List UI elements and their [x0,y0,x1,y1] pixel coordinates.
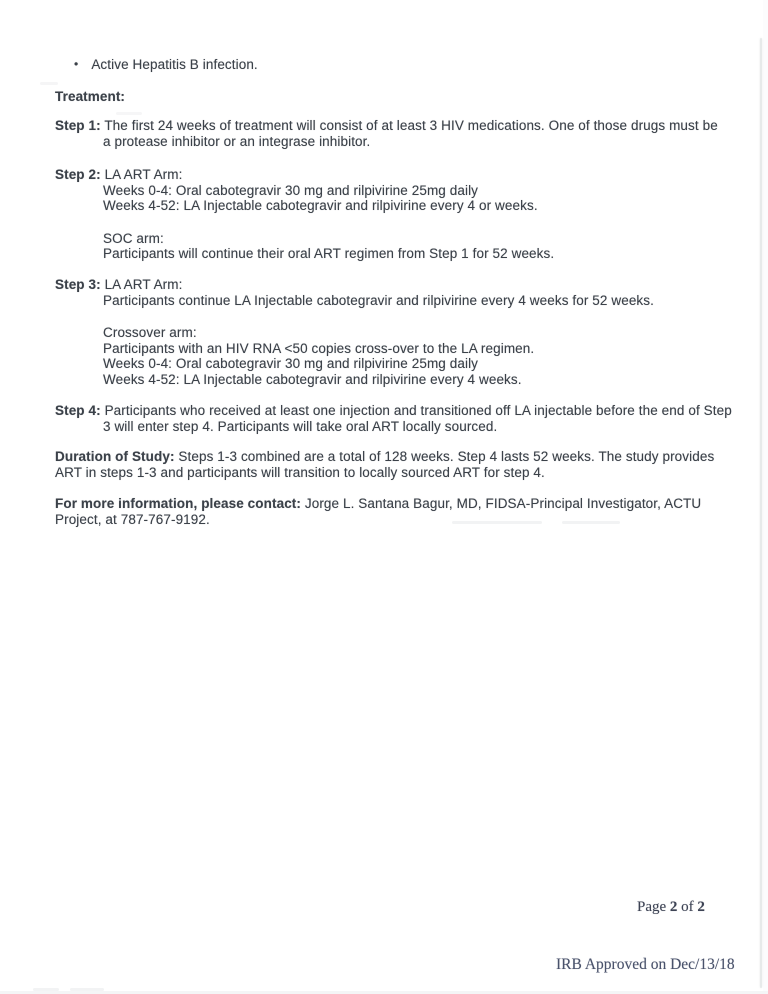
step3-arm1-title: LA ART Arm: [104,277,183,292]
scan-artifact [40,82,58,85]
step3-arm2-line: Participants with an HIV RNA <50 copies cross-over to the LA regimen. [103,340,535,356]
duration-paragraph [55,449,720,480]
page-total-number: 2 [697,899,705,915]
step2-arm2-line: Participants will continue their oral ART regimen from Step 1 for 52 weeks. [103,246,555,261]
step1-paragraph [55,118,725,149]
step1-label: Step 1: [55,118,101,133]
scan-right-margin [763,0,768,994]
step3-arm2-title: Crossover arm: [103,325,197,340]
contact-text: Jorge L. Santana Bagur, MD, FIDSA-Principal Investigator, ACTU Project, at 787-767-9192. [55,496,702,527]
scan-page-edge-line [760,38,762,988]
page-current-number: 2 [669,899,678,915]
contact-label: For more information, please contact: [55,496,301,511]
step3-arm1-line: Participants continue LA Injectable cabotegravir and rilpivirine every 4 weeks for 52 weeks. [103,292,654,308]
step2-arm1-title-line [55,167,554,183]
irb-approval-stamp: IRB Approved on Dec/13/18 [556,956,735,973]
step3-arm2-line: Weeks 4-52: LA Injectable cabotegravir and rilpivirine every 4 weeks. [103,371,522,387]
duration-label: Duration of Study: [55,449,175,464]
step2-arm1-line: Weeks 4-52: LA Injectable cabotegravir and rilpivirine every 4 or weeks. [103,198,538,213]
step4-paragraph [55,403,737,434]
scan-artifact [70,988,104,991]
of-word: of [681,899,694,915]
step3-label: Step 3: [55,277,101,292]
scan-artifact [452,521,542,524]
step2-block [55,167,554,262]
step1-text: The first 24 weeks of treatment will consist of at least 3 HIV medications. One of those drugs must be a protease inhibitor or an integrase inhibitor. [103,118,718,149]
step4-text: Participants who received at least one injection and transitioned off LA injectable before the end of Step 3 will enter step 4. Participants will take oral ART locally sourced. [103,403,732,434]
step3-block [55,277,654,387]
step4-label: Step 4: [55,403,101,418]
step2-arm2-title: SOC arm: [103,230,164,246]
step2-arm1-title: LA ART Arm: [104,167,183,182]
treatment-heading: Treatment: [55,89,126,104]
scan-artifact [116,112,142,115]
page-word: Page [637,899,667,915]
step3-arm1-title-line [55,277,654,293]
exclusion-bullet-item [74,57,258,73]
page-number-label [637,899,705,916]
step3-arm2-line: Weeks 0-4: Oral cabotegravir 30 mg and rilpivirine 25mg daily [103,356,479,371]
step2-arm1-line: Weeks 0-4: Oral cabotegravir 30 mg and rilpivirine 25mg daily [103,182,479,198]
scan-artifact [33,988,59,991]
scan-artifact [562,521,620,524]
exclusion-bullet-text: Active Hepatitis B infection. [91,57,258,72]
bullet-icon: • [74,57,79,71]
duration-text: Steps 1-3 combined are a total of 128 weeks. Step 4 lasts 52 weeks. The study provides ART in steps 1-3 and participants will transition to locally sourced ART for step 4. [55,449,715,480]
step2-label: Step 2: [55,167,101,182]
